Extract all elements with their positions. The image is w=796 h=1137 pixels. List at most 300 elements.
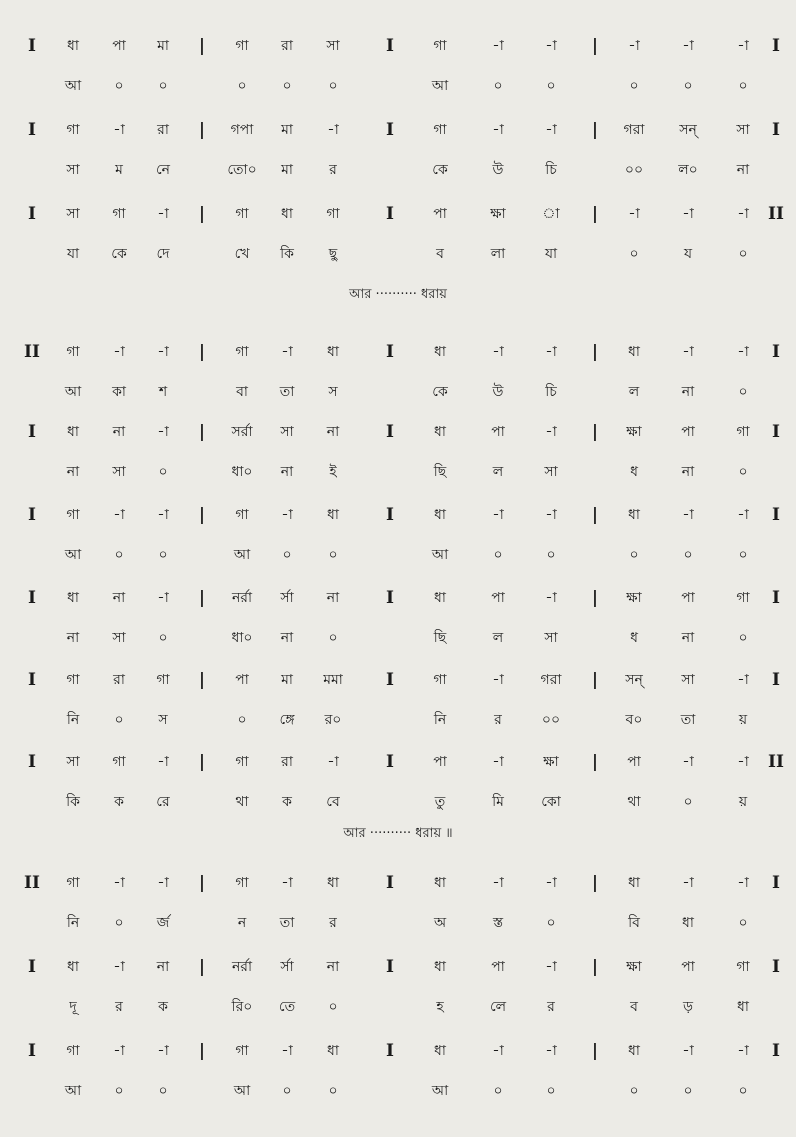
lyric-syllable: উ xyxy=(492,162,504,178)
bar-line: II xyxy=(24,342,40,362)
swara-note: -া xyxy=(682,1043,694,1059)
lyric-syllable: নি xyxy=(66,712,80,728)
lyric-syllable: স xyxy=(328,384,338,400)
swara-note: ধা xyxy=(67,959,79,975)
swara-note: গা xyxy=(235,1043,249,1059)
swara-note: গা xyxy=(235,754,249,770)
lyric-syllable: যা xyxy=(66,246,80,262)
swara-note: -া xyxy=(545,875,557,891)
swara-note: সা xyxy=(736,122,750,138)
swara-note: -া xyxy=(737,344,749,360)
swara-line xyxy=(0,502,796,528)
lyric-syllable: য় xyxy=(738,794,748,810)
swara-note: -া xyxy=(545,1043,557,1059)
bar-line: I xyxy=(772,505,780,525)
swara-note: -া xyxy=(682,754,694,770)
lyric-syllable: ম xyxy=(115,162,123,178)
bar-line: | xyxy=(591,422,599,442)
lyric-syllable: সা xyxy=(112,630,126,646)
bar-line: | xyxy=(591,204,599,224)
lyric-syllable: থা xyxy=(235,794,249,810)
lyric-syllable: ০ xyxy=(114,78,124,94)
bar-line: | xyxy=(198,1041,206,1061)
lyric-syllable: ন xyxy=(237,915,247,931)
swara-note: সর্রা xyxy=(231,424,253,440)
lyric-syllable: ০ xyxy=(114,547,124,563)
swara-note: ধা xyxy=(434,590,446,606)
bar-line: I xyxy=(386,342,394,362)
swara-note: ধা xyxy=(434,1043,446,1059)
bar-line: | xyxy=(198,752,206,772)
lyric-syllable: ০ xyxy=(683,1083,693,1099)
lyric-syllable: ছি xyxy=(433,630,447,646)
swara-note: পা xyxy=(433,206,447,222)
bar-line: | xyxy=(591,873,599,893)
swara-note: -া xyxy=(737,1043,749,1059)
bar-line: I xyxy=(28,204,36,224)
lyric-line xyxy=(0,910,796,936)
lyric-syllable: ০ xyxy=(493,78,503,94)
bar-line: | xyxy=(198,36,206,56)
swara-note: ধা xyxy=(327,875,339,891)
lyric-syllable: না xyxy=(736,162,750,178)
swara-note: পা xyxy=(681,959,695,975)
lyric-syllable: না xyxy=(681,464,695,480)
bar-line: I xyxy=(772,422,780,442)
swara-note: র্সা xyxy=(280,959,294,975)
swara-note: -া xyxy=(327,122,339,138)
swara-note: -া xyxy=(545,38,557,54)
lyric-syllable: তা xyxy=(279,384,295,400)
swara-note: গা xyxy=(66,122,80,138)
swara-note: গরা xyxy=(540,672,562,688)
swara-note: -া xyxy=(682,344,694,360)
swara-note: -া xyxy=(327,754,339,770)
lyric-syllable: ০ xyxy=(738,78,748,94)
lyric-syllable: ০ xyxy=(328,630,338,646)
lyric-syllable: কে xyxy=(111,246,127,262)
swara-note: মা xyxy=(281,122,293,138)
swara-note: -া xyxy=(281,875,293,891)
bar-line: | xyxy=(591,36,599,56)
bar-line: | xyxy=(198,342,206,362)
swara-note: পা xyxy=(433,754,447,770)
lyric-syllable: স xyxy=(158,712,168,728)
swara-note: সন্ xyxy=(625,672,643,688)
bar-line: I xyxy=(386,588,394,608)
swara-note: -া xyxy=(281,1043,293,1059)
lyric-syllable: আ xyxy=(431,547,449,563)
lyric-syllable: ক xyxy=(158,999,168,1015)
lyric-line xyxy=(0,157,796,183)
lyric-syllable: ০ xyxy=(282,78,292,94)
lyric-syllable: ধা০ xyxy=(231,630,253,646)
lyric-syllable: বে xyxy=(326,794,340,810)
bar-line: | xyxy=(591,342,599,362)
swara-note: -া xyxy=(545,959,557,975)
section-label: আর ·········· ধরায় ॥ xyxy=(343,826,453,841)
swara-note: -া xyxy=(157,875,169,891)
swara-note: না xyxy=(112,424,126,440)
lyric-syllable: না xyxy=(681,384,695,400)
swara-note: -া xyxy=(492,1043,504,1059)
swara-note: -া xyxy=(157,507,169,523)
swara-note: -া xyxy=(492,754,504,770)
swara-note: -া xyxy=(682,507,694,523)
lyric-syllable: কে xyxy=(432,162,448,178)
bar-line: I xyxy=(386,1041,394,1061)
swara-note: র্সা xyxy=(280,590,294,606)
lyric-syllable: নি xyxy=(433,712,447,728)
swara-note: নর্রা xyxy=(231,590,253,606)
bar-line: I xyxy=(772,670,780,690)
lyric-syllable: ০ xyxy=(237,712,247,728)
lyric-syllable: না xyxy=(66,630,80,646)
lyric-syllable: ধ xyxy=(630,630,638,646)
lyric-syllable: নে xyxy=(155,162,171,178)
swara-note: গা xyxy=(66,344,80,360)
swara-note: পা xyxy=(681,424,695,440)
swara-line xyxy=(0,585,796,611)
lyric-syllable: ধা০ xyxy=(231,464,253,480)
bar-line: I xyxy=(772,120,780,140)
lyric-syllable: ০ xyxy=(328,78,338,94)
lyric-syllable: শ xyxy=(158,384,168,400)
swara-line xyxy=(0,339,796,365)
lyric-syllable: ০ xyxy=(629,1083,639,1099)
lyric-syllable: ০ xyxy=(629,547,639,563)
lyric-syllable: ব xyxy=(436,246,444,262)
swara-note: গা xyxy=(156,672,170,688)
swara-note: ধা xyxy=(434,424,446,440)
swara-note: মা xyxy=(157,38,169,54)
swara-note: না xyxy=(326,959,340,975)
swara-note: ক্ষা xyxy=(490,206,506,222)
lyric-syllable: ০ xyxy=(629,78,639,94)
lyric-syllable: ০ xyxy=(546,1083,556,1099)
bar-line: I xyxy=(28,752,36,772)
lyric-syllable: থা xyxy=(627,794,641,810)
swara-note: -া xyxy=(157,1043,169,1059)
swara-note: গরা xyxy=(623,122,645,138)
lyric-syllable: য xyxy=(683,246,693,262)
lyric-syllable: আ xyxy=(233,547,251,563)
swara-note: পা xyxy=(491,424,505,440)
swara-note: ধা xyxy=(628,1043,640,1059)
bar-line: | xyxy=(198,957,206,977)
swara-note: গা xyxy=(235,507,249,523)
bar-line: I xyxy=(386,873,394,893)
bar-line: | xyxy=(591,957,599,977)
lyric-syllable: ০ xyxy=(493,1083,503,1099)
swara-note: মা xyxy=(281,672,293,688)
lyric-syllable: ল xyxy=(628,384,640,400)
swara-note: ক্ষা xyxy=(543,754,559,770)
lyric-line xyxy=(0,379,796,405)
swara-note: সা xyxy=(681,672,695,688)
lyric-line xyxy=(0,73,796,99)
bar-line: I xyxy=(386,505,394,525)
bar-line: I xyxy=(28,670,36,690)
swara-note: -া xyxy=(682,38,694,54)
lyric-syllable: ০ xyxy=(328,999,338,1015)
bar-line: I xyxy=(28,957,36,977)
lyric-syllable: ০ xyxy=(114,915,124,931)
swara-note: -া xyxy=(628,206,640,222)
swara-note: -া xyxy=(737,875,749,891)
bar-line: | xyxy=(198,588,206,608)
bar-line: I xyxy=(386,422,394,442)
swara-note: পা xyxy=(627,754,641,770)
swara-note: ধা xyxy=(281,206,293,222)
swara-note: রা xyxy=(281,754,293,770)
swara-note: না xyxy=(156,959,170,975)
swara-note: -া xyxy=(737,754,749,770)
swara-note: না xyxy=(326,590,340,606)
swara-note: সা xyxy=(326,38,340,54)
lyric-syllable: ০০ xyxy=(541,712,561,728)
lyric-syllable: নি xyxy=(66,915,80,931)
swara-note: গা xyxy=(736,959,750,975)
bar-line: | xyxy=(198,422,206,442)
lyric-syllable: খে xyxy=(234,246,250,262)
swara-note: -া xyxy=(682,206,694,222)
lyric-syllable: না xyxy=(280,630,294,646)
lyric-line xyxy=(0,542,796,568)
lyric-syllable: ছি xyxy=(433,464,447,480)
swara-note: -া xyxy=(737,38,749,54)
lyric-syllable: কো xyxy=(541,794,561,810)
swara-note: -া xyxy=(113,875,125,891)
lyric-syllable: ধ xyxy=(630,464,638,480)
lyric-syllable: ০ xyxy=(158,78,168,94)
swara-note: পা xyxy=(491,959,505,975)
lyric-syllable: র xyxy=(547,999,555,1015)
bar-line: | xyxy=(198,120,206,140)
bar-line: I xyxy=(772,36,780,56)
lyric-syllable: য় xyxy=(738,712,748,728)
lyric-syllable: রি০ xyxy=(231,999,253,1015)
swara-note: ধা xyxy=(327,344,339,360)
lyric-syllable: আ xyxy=(64,384,82,400)
lyric-line xyxy=(0,1078,796,1104)
swara-note: -া xyxy=(545,507,557,523)
bar-line: I xyxy=(28,505,36,525)
bar-line: I xyxy=(386,670,394,690)
bar-line: | xyxy=(591,505,599,525)
lyric-syllable: তা xyxy=(680,712,696,728)
lyric-syllable: র xyxy=(115,999,123,1015)
swara-note: ধা xyxy=(434,875,446,891)
swara-note: সা xyxy=(66,754,80,770)
swara-note: -া xyxy=(492,38,504,54)
lyric-syllable: ব০ xyxy=(625,712,643,728)
lyric-syllable: ধা xyxy=(737,999,749,1015)
swara-note: গা xyxy=(66,1043,80,1059)
swara-note: গা xyxy=(235,875,249,891)
lyric-syllable: কা xyxy=(112,384,126,400)
lyric-syllable: স্ত xyxy=(492,915,504,931)
lyric-syllable: র্জ xyxy=(156,915,170,931)
swara-note: গপা xyxy=(230,122,254,138)
swara-note: নর্রা xyxy=(231,959,253,975)
lyric-syllable: কি xyxy=(66,794,80,810)
lyric-line xyxy=(0,707,796,733)
lyric-syllable: তো০ xyxy=(227,162,257,178)
lyric-syllable: ০ xyxy=(328,1083,338,1099)
swara-note: -া xyxy=(157,590,169,606)
bar-line: I xyxy=(772,342,780,362)
bar-line: I xyxy=(386,204,394,224)
lyric-syllable: ল xyxy=(492,464,504,480)
bar-line: I xyxy=(28,422,36,442)
bar-line: II xyxy=(768,204,784,224)
swara-note: পা xyxy=(681,590,695,606)
swara-note: ধা xyxy=(67,424,79,440)
lyric-syllable: ০ xyxy=(738,464,748,480)
swara-note: ধা xyxy=(628,507,640,523)
lyric-syllable: আ xyxy=(64,1083,82,1099)
swara-note: মমা xyxy=(323,672,343,688)
lyric-syllable: আ xyxy=(431,78,449,94)
swara-note: -া xyxy=(113,959,125,975)
swara-note: রা xyxy=(157,122,169,138)
swara-note: -া xyxy=(492,507,504,523)
section-label: আর ·········· ধরায় xyxy=(349,287,447,302)
swara-note: ক্ষা xyxy=(626,590,642,606)
swara-note: -া xyxy=(492,875,504,891)
swara-note: -া xyxy=(545,344,557,360)
lyric-syllable: ০ xyxy=(114,712,124,728)
swara-note: -া xyxy=(545,424,557,440)
swara-note: গা xyxy=(112,754,126,770)
bar-line: | xyxy=(198,505,206,525)
lyric-line xyxy=(0,994,796,1020)
lyric-syllable: ০ xyxy=(738,246,748,262)
swara-note: না xyxy=(326,424,340,440)
lyric-syllable: সা xyxy=(112,464,126,480)
bar-line: | xyxy=(591,588,599,608)
lyric-syllable: আ xyxy=(233,1083,251,1099)
swara-line xyxy=(0,117,796,143)
swara-note: -া xyxy=(113,122,125,138)
bar-line: I xyxy=(772,588,780,608)
swara-note: গা xyxy=(736,424,750,440)
lyric-syllable: ০ xyxy=(629,246,639,262)
lyric-syllable: লা xyxy=(490,246,506,262)
lyric-syllable: তু xyxy=(434,794,446,810)
lyric-syllable: র xyxy=(494,712,502,728)
lyric-syllable: ০ xyxy=(114,1083,124,1099)
swara-note: গা xyxy=(433,672,447,688)
lyric-syllable: ০ xyxy=(282,547,292,563)
swara-note: -া xyxy=(113,1043,125,1059)
swara-line xyxy=(0,33,796,59)
swara-line xyxy=(0,1038,796,1064)
swara-note: গা xyxy=(433,38,447,54)
lyric-line xyxy=(0,459,796,485)
swara-note: না xyxy=(112,590,126,606)
swara-note: গা xyxy=(235,344,249,360)
lyric-syllable: দূ xyxy=(69,999,77,1015)
swara-line xyxy=(0,749,796,775)
lyric-syllable: না xyxy=(66,464,80,480)
bar-line: I xyxy=(772,957,780,977)
swara-line xyxy=(0,419,796,445)
lyric-syllable: মি xyxy=(492,794,504,810)
bar-line: II xyxy=(24,873,40,893)
swara-line xyxy=(0,201,796,227)
lyric-syllable: ০ xyxy=(158,630,168,646)
lyric-syllable: দে xyxy=(156,246,170,262)
swara-line xyxy=(0,870,796,896)
lyric-syllable: র০ xyxy=(324,712,342,728)
swara-note: পা xyxy=(491,590,505,606)
lyric-syllable: ০ xyxy=(546,547,556,563)
swara-note: -া xyxy=(157,206,169,222)
bar-line: | xyxy=(198,873,206,893)
swara-note: গা xyxy=(66,507,80,523)
swara-note: রা xyxy=(281,38,293,54)
lyric-syllable: র xyxy=(329,162,337,178)
lyric-syllable: হ xyxy=(436,999,444,1015)
lyric-syllable: ০ xyxy=(738,1083,748,1099)
swara-note: গা xyxy=(66,672,80,688)
lyric-syllable: না xyxy=(280,464,294,480)
lyric-syllable: সা xyxy=(544,630,558,646)
bar-line: I xyxy=(386,752,394,772)
swara-note: -া xyxy=(737,672,749,688)
lyric-syllable: অ xyxy=(433,915,447,931)
lyric-syllable: যা xyxy=(544,246,558,262)
lyric-syllable: ড় xyxy=(683,999,693,1015)
bar-line: I xyxy=(386,957,394,977)
swara-note: ধা xyxy=(67,590,79,606)
swara-note: -া xyxy=(113,344,125,360)
swara-line xyxy=(0,667,796,693)
bar-line: I xyxy=(28,36,36,56)
lyric-syllable: ০ xyxy=(738,384,748,400)
lyric-syllable: ০ xyxy=(738,630,748,646)
bar-line: II xyxy=(768,752,784,772)
swara-note: -া xyxy=(492,122,504,138)
swara-note: পা xyxy=(112,38,126,54)
swara-note: -া xyxy=(682,875,694,891)
bar-line: I xyxy=(772,873,780,893)
lyric-syllable: না xyxy=(681,630,695,646)
lyric-syllable: আ xyxy=(64,78,82,94)
lyric-syllable: ০ xyxy=(328,547,338,563)
bar-line: I xyxy=(28,120,36,140)
swara-note: সা xyxy=(66,206,80,222)
bar-line: | xyxy=(591,670,599,690)
bar-line: I xyxy=(386,120,394,140)
swara-note: ধা xyxy=(628,875,640,891)
lyric-syllable: চি xyxy=(545,384,557,400)
lyric-syllable: ০ xyxy=(493,547,503,563)
lyric-syllable: ০ xyxy=(738,547,748,563)
swara-note: -া xyxy=(545,122,557,138)
swara-note: গা xyxy=(433,122,447,138)
swara-note: গা xyxy=(736,590,750,606)
swara-note: -া xyxy=(157,344,169,360)
swara-note: -া xyxy=(545,590,557,606)
lyric-syllable: তা xyxy=(279,915,295,931)
lyric-syllable: ০ xyxy=(158,1083,168,1099)
lyric-syllable: ছু xyxy=(328,246,338,262)
bar-line: I xyxy=(386,36,394,56)
lyric-syllable: ০ xyxy=(683,547,693,563)
